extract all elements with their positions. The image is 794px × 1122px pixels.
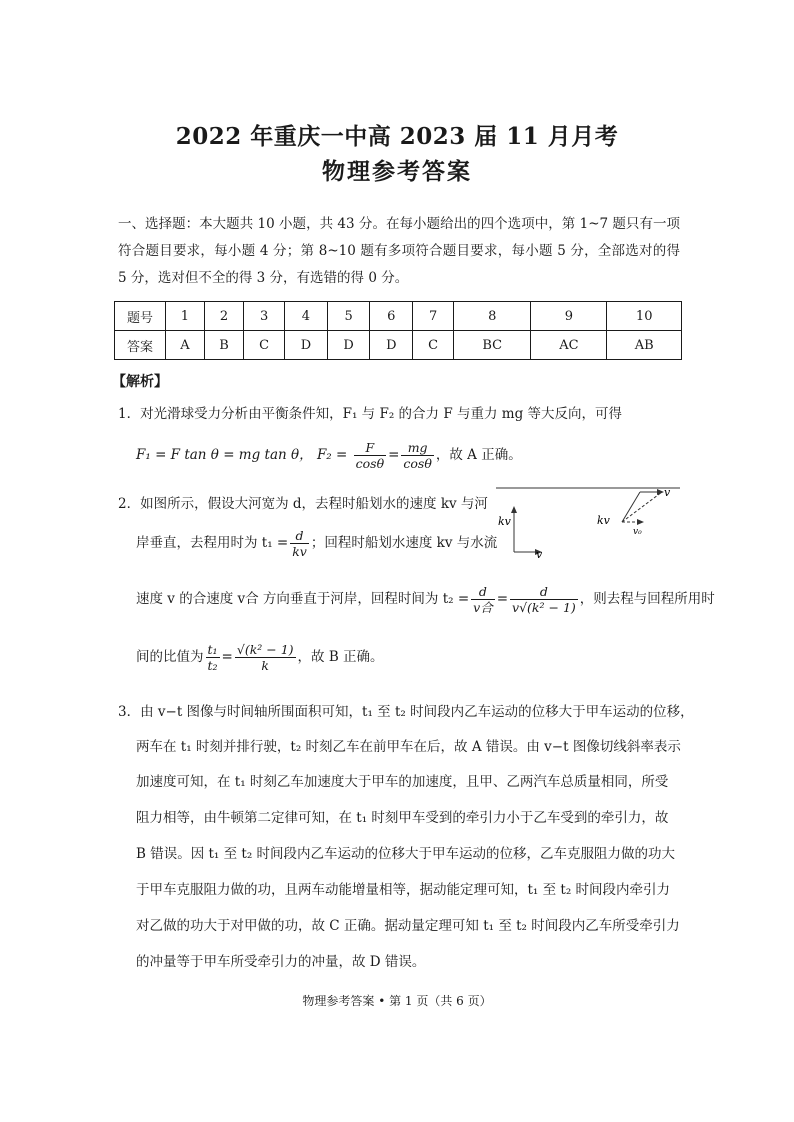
table-cell-answer: B (204, 331, 243, 360)
q1-text: 对光滑球受力分析由平衡条件知，F₁ 与 F₂ 的合力 F 与重力 mg 等大反向，可得 (140, 406, 622, 422)
fraction-denominator: v√(k² − 1) (512, 600, 576, 615)
velocity-diagram (492, 480, 682, 562)
table-cell-answer: AB (607, 331, 682, 360)
label-v0: v₀ (633, 527, 642, 537)
table-row-answers (115, 331, 682, 360)
label-kv-left: kv (498, 515, 511, 528)
analysis-heading: 【解析】 (112, 374, 168, 390)
q3-line4: 阻力相等，由牛顿第二定律可知，在 t₁ 时刻甲车受到的牵引力小于乙车受到的牵引力，故 (136, 810, 669, 826)
question-number: 1． (118, 406, 141, 422)
fraction-denominator: v合 (473, 600, 493, 615)
fraction-denominator: cosθ (355, 456, 385, 471)
table-cell-answer: D (327, 331, 370, 360)
q1-equation: F₁ = F tan θ = mg tan θ， F₂ = $\frac{F}{\cos\theta}$ = $\frac{mg}{\cos\theta}$ ，故 A 正确。 (136, 440, 522, 471)
q1-conclusion: ，故 A 正确。 (435, 447, 522, 463)
vector-resultant (622, 492, 640, 522)
table-cell-answer: D (370, 331, 413, 360)
q2-text: 速度 v 的合速度 v合 方向垂直于河岸，回程时间为 t₂ = (136, 591, 470, 607)
table-header-label: 题号 (115, 302, 166, 331)
table-cell-number: 9 (531, 302, 607, 331)
q3-line2: 两车在 t₁ 时刻并排行驶，t₂ 时刻乙车在前甲车在后，故 A 错误。由 v−t 图像切线斜率表示 (136, 739, 681, 755)
q2-line1 (118, 492, 488, 512)
table-cell-number: 2 (204, 302, 243, 331)
q1-fraction-2 (401, 440, 433, 471)
q1-line1 (118, 402, 622, 422)
page-footer: 物理参考答案 • 第 1 页（共 6 页） (302, 994, 492, 1008)
page-title: 2022 年重庆一中高 2023 届 11 月月考 (175, 123, 619, 150)
label-v-bottom: v (536, 548, 543, 561)
fraction-denominator: k (261, 658, 269, 673)
table-cell-answer: AC (531, 331, 607, 360)
table-cell-number: 8 (454, 302, 531, 331)
page-subtitle: 物理参考答案 (322, 158, 472, 185)
fraction-numerator: F (354, 440, 386, 456)
table-cell-answer: C (413, 331, 454, 360)
q2-fraction-t2b (510, 584, 578, 615)
q2-fraction-ratio-2 (235, 642, 296, 673)
table-header-label: 答案 (115, 331, 166, 360)
table-cell-number: 4 (285, 302, 328, 331)
fraction-denominator: t₂ (207, 658, 218, 673)
table-cell-number: 3 (244, 302, 285, 331)
q3-line1 (118, 700, 694, 720)
q3-line8: 的冲量等于甲车所受牵引力的冲量，故 D 错误。 (136, 954, 426, 970)
q2-fraction-t1 (290, 528, 309, 559)
q2-text: 岸垂直，去程用时为 t₁ = (136, 535, 289, 551)
fraction-numerator: mg (401, 440, 433, 456)
answer-table (114, 301, 682, 360)
arrowhead (511, 506, 517, 513)
arrowhead (657, 489, 664, 495)
fraction-denominator: cosθ (403, 456, 432, 471)
table-cell-number: 10 (607, 302, 682, 331)
q2-fraction-ratio (206, 642, 220, 673)
table-cell-answer: BC (454, 331, 531, 360)
fraction-numerator: t₁ (207, 642, 218, 657)
table-cell-answer: A (166, 331, 205, 360)
table-cell-answer: C (244, 331, 285, 360)
table-row-numbers (115, 302, 682, 331)
fraction-numerator: d (510, 584, 578, 600)
table-cell-number: 5 (327, 302, 370, 331)
q3-line7: 对乙做的功大于对甲做的功，故 C 正确。据动量定理可知 t₁ 至 t₂ 时间段内乙车所受牵引力 (136, 918, 680, 934)
q2-fraction-t2a (471, 584, 495, 615)
label-kv-right: kv (597, 514, 610, 527)
arrowhead (637, 519, 644, 525)
section-intro: 一、选择题：本大题共 10 小题，共 43 分。在每小题给出的四个选项中，第 1~7 题只有一项符合题目要求，每小题 4 分；第 8~10 题有多项符合题目要求，每小题 5 分，全部选对的得 5 分，选对但不全的得 3 分，有选错的得 0 分。 (118, 216, 680, 286)
q2-text: 间的比值为 (136, 649, 204, 665)
q3-line5: B 错误。因 t₁ 至 t₂ 时间段内乙车运动的位移大于甲车运动的位移，乙车克服阻力做的功大 (136, 846, 676, 862)
table-cell-answer: D (285, 331, 328, 360)
q2-line4: 间的比值为 $\frac{\text{t₁}}{\text{t₂}}$ = $\frac{\text{√(k² − 1)}}{k}$ ，故 B 正确。 (136, 642, 384, 673)
fraction-numerator: d (471, 584, 495, 600)
table-cell-number: 6 (370, 302, 413, 331)
q3-line3: 加速度可知，在 t₁ 时刻乙车加速度大于甲车的加速度，且甲、乙两汽车总质量相同，所受 (136, 774, 669, 790)
fraction-numerator: √(k² − 1) (236, 642, 294, 657)
question-number: 3． (118, 704, 141, 720)
q2-text: ，则去程与回程所用时 (579, 591, 715, 607)
fraction-numerator: d (290, 528, 309, 544)
table-cell-number: 7 (413, 302, 454, 331)
vector-kv-dashed (622, 492, 662, 522)
q1-eq-b: F₂ = (316, 447, 348, 463)
q2-text: ，故 B 正确。 (297, 649, 384, 665)
table-cell-number: 1 (166, 302, 205, 331)
q2-line3: 速度 v 的合速度 v合 方向垂直于河岸，回程时间为 t₂ = $\frac{d}{\text{v合}}$ = $\frac{d}{\text{v√(k² − 1)}}$ ，则去程与回程所用时 (136, 584, 715, 615)
q2-text: ；回程时船划水速度 kv 与水流 (310, 535, 498, 551)
q2-line2 (136, 528, 497, 559)
q3-line6: 于甲车克服阻力做的功，且两车动能增量相等，据动能定理可知，t₁ 至 t₂ 时间段内牵引力 (136, 882, 671, 898)
q2-text: 如图所示，假设大河宽为 d，去程时船划水的速度 kv 与河 (140, 496, 488, 512)
fraction-denominator: kv (292, 544, 307, 559)
q1-eq-a: F₁ = F tan θ = mg tan θ， (136, 447, 313, 463)
q1-fraction-1 (354, 440, 386, 471)
question-number: 2． (118, 496, 141, 512)
label-v-top: v (664, 486, 671, 499)
q3-text: 由 v−t 图像与时间轴所围面积可知，t₁ 至 t₂ 时间段内乙车运动的位移大于甲车运动的位移， (140, 704, 694, 720)
